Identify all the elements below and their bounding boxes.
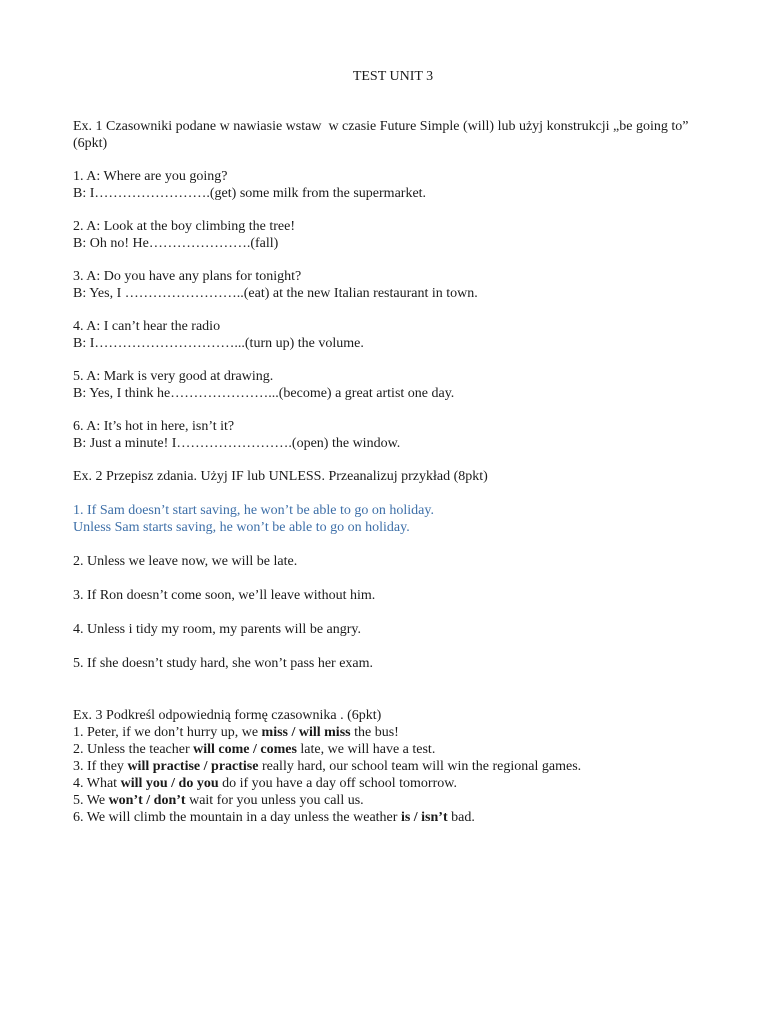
dialogue-item bbox=[73, 268, 713, 302]
item-text: 6. We will climb the mountain in a day unless the weather bbox=[73, 810, 401, 825]
item-text: 4. What bbox=[73, 776, 121, 791]
exercise-3-item bbox=[73, 724, 713, 741]
dialogue-line-b: B: Oh no! He………………….(fall) bbox=[73, 236, 279, 251]
exercise-2-item: 5. If she doesn’t study hard, she won’t pass her exam. bbox=[73, 656, 374, 671]
example-answer: Unless Sam starts saving, he won’t be able to go on holiday. bbox=[73, 520, 410, 535]
item-text: do if you have a day off school tomorrow. bbox=[218, 776, 457, 791]
verb-choice: won’t / don’t bbox=[108, 793, 186, 808]
exercise-1-instruction: Ex. 1 Czasowniki podane w nawiasie wstaw w czasie Future Simple (will) lub użyj konstrukcji „be going to” (6pkt) bbox=[73, 119, 692, 151]
dialogue-line-a: 5. A: Mark is very good at drawing. bbox=[73, 369, 274, 384]
dialogue-line-a: 4. A: I can’t hear the radio bbox=[73, 319, 221, 334]
exercise-3-item bbox=[73, 741, 713, 758]
item-text: 5. We bbox=[73, 793, 109, 808]
verb-choice: is / isn’t bbox=[400, 810, 448, 825]
verb-choice: will come / comes bbox=[193, 742, 297, 757]
item-text: bad. bbox=[447, 810, 475, 825]
item-text: 1. Peter, if we don’t hurry up, we bbox=[73, 725, 262, 740]
exercise-3-item bbox=[73, 758, 713, 775]
verb-choice: will you / do you bbox=[120, 776, 219, 791]
dialogue-item bbox=[73, 418, 713, 452]
exercise-3-item bbox=[73, 792, 713, 809]
document-page bbox=[73, 68, 713, 826]
item-text: wait for you unless you call us. bbox=[185, 793, 364, 808]
exercise-2-item: 3. If Ron doesn’t come soon, we’ll leave without him. bbox=[73, 588, 376, 603]
example-sentence: 1. If Sam doesn’t start saving, he won’t be able to go on holiday. bbox=[73, 503, 434, 518]
dialogue-line-b: B: Yes, I think he…………………...(become) a great artist one day. bbox=[73, 386, 455, 401]
dialogue-line-a: 3. A: Do you have any plans for tonight? bbox=[73, 269, 302, 284]
exercise-3-instruction: Ex. 3 Podkreśl odpowiednią formę czasownika . (6pkt) bbox=[73, 708, 382, 723]
exercise-3 bbox=[73, 707, 713, 826]
exercise-2-example bbox=[73, 502, 713, 536]
dialogue-item bbox=[73, 218, 713, 252]
verb-choice: will practise / practise bbox=[127, 759, 259, 774]
exercise-2 bbox=[73, 468, 713, 672]
dialogue-item bbox=[73, 318, 713, 352]
exercise-3-item bbox=[73, 775, 713, 792]
dialogue-line-b: B: I…………………….(get) some milk from the supermarket. bbox=[73, 186, 427, 201]
item-text: 3. If they bbox=[73, 759, 128, 774]
item-text: late, we will have a test. bbox=[296, 742, 436, 757]
item-text: 2. Unless the teacher bbox=[73, 742, 194, 757]
exercise-2-instruction: Ex. 2 Przepisz zdania. Użyj IF lub UNLESS. Przeanalizuj przykład (8pkt) bbox=[73, 469, 488, 484]
dialogue-line-b: B: Yes, I ……………………..(eat) at the new Italian restaurant in town. bbox=[73, 286, 478, 301]
exercise-2-item: 4. Unless i tidy my room, my parents will be angry. bbox=[73, 622, 361, 637]
item-text: really hard, our school team will win the regional games. bbox=[258, 759, 582, 774]
exercise-1 bbox=[73, 118, 713, 452]
item-text: the bus! bbox=[350, 725, 399, 740]
dialogue-line-a: 1. A: Where are you going? bbox=[73, 169, 228, 184]
dialogue-item bbox=[73, 168, 713, 202]
exercise-3-item bbox=[73, 809, 713, 826]
dialogue-line-b: B: I…………………………...(turn up) the volume. bbox=[73, 336, 364, 351]
dialogue-line-a: 2. A: Look at the boy climbing the tree! bbox=[73, 219, 296, 234]
exercise-2-item: 2. Unless we leave now, we will be late. bbox=[73, 554, 298, 569]
dialogue-line-a: 6. A: It’s hot in here, isn’t it? bbox=[73, 419, 235, 434]
dialogue-item bbox=[73, 368, 713, 402]
dialogue-line-b: B: Just a minute! I…………………….(open) the window. bbox=[73, 436, 401, 451]
page-title: TEST UNIT 3 bbox=[352, 69, 434, 84]
verb-choice: miss / will miss bbox=[261, 725, 351, 740]
